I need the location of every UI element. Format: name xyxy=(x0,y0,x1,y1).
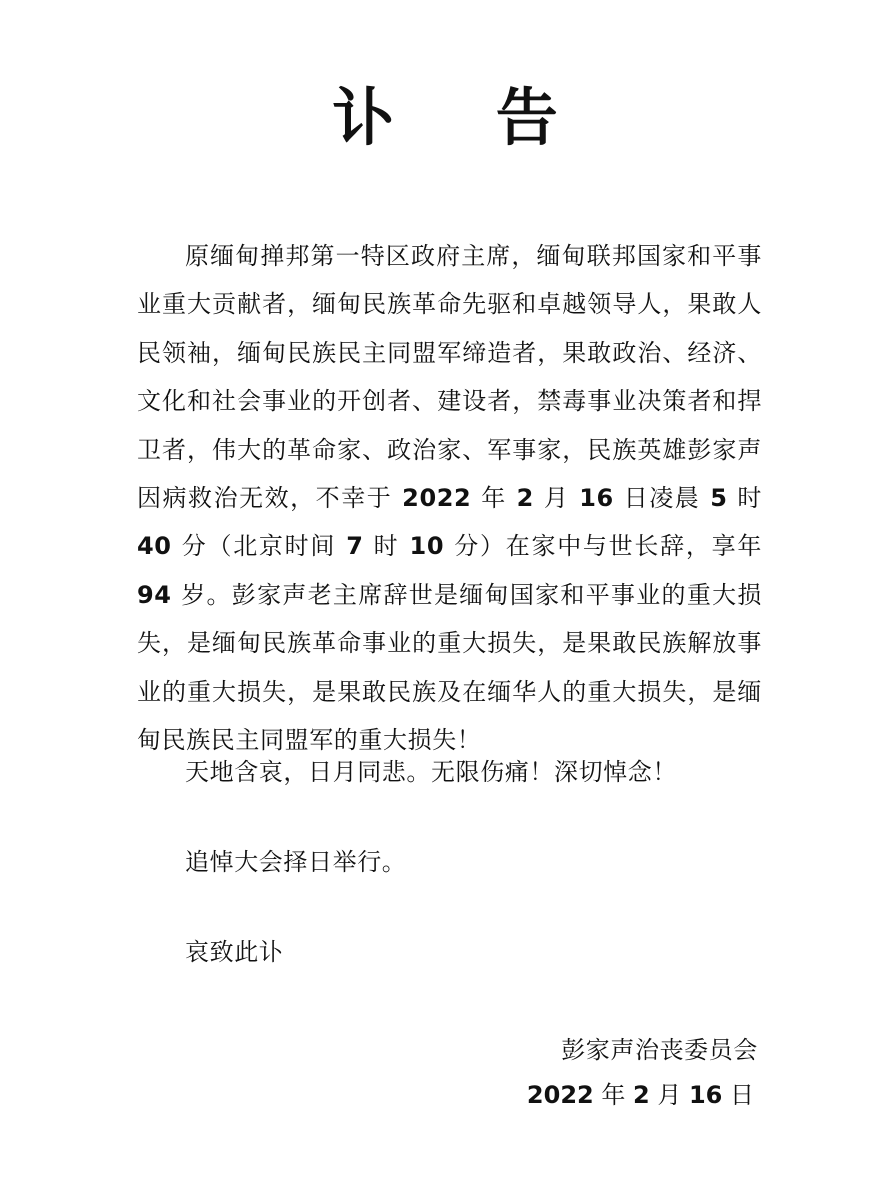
paragraph-text: 原缅甸掸邦第一特区政府主席，缅甸联邦国家和平事业重大贡献者，缅甸民族革命先驱和卓越领导人，果敢人民领袖，缅甸民族民主同盟军缔造者，果敢政治、经济、文化和社会事业的开创者、建设者，禁毒事业决策者和捍卫者，伟大的革命家、政治家、军事家，民族英雄彭家声因病救治无效，不幸于 xyxy=(137,242,762,513)
paragraph-number: 2 xyxy=(506,484,544,513)
paragraph-number: 5 xyxy=(700,484,738,513)
date-unit: 年 xyxy=(593,1081,633,1109)
paragraph-text: 岁。彭家声老主席辞世是缅甸国家和平事业的重大损失，是缅甸民族革命事业的重大损失，是果敢民族解放事业的重大损失，是果敢民族及在缅华人的重大损失，是缅甸民族民主同盟军的重大损失！ xyxy=(137,580,762,755)
date-number: 2022 xyxy=(526,1081,594,1109)
paragraph-number: 10 xyxy=(399,532,455,561)
memorial-notice-line: 追悼大会择日举行。 xyxy=(185,848,407,876)
mourning-line: 天地含哀，日月同悲。无限伤痛！深切悼念！ xyxy=(185,758,677,786)
date-unit: 日 xyxy=(722,1081,754,1109)
paragraph-text: 日凌晨 xyxy=(623,484,701,513)
paragraph-number: 40 xyxy=(137,532,182,561)
page-title: 讣 告 xyxy=(332,81,598,154)
paragraph-text: 年 xyxy=(481,484,507,513)
date-number: 2 xyxy=(632,1081,650,1109)
date-unit: 月 xyxy=(649,1081,689,1109)
paragraph-text: 时 xyxy=(373,532,400,561)
paragraph-text: 分（北京时间 xyxy=(181,532,337,561)
paragraph-text: 月 xyxy=(543,484,570,513)
paragraph-number: 94 xyxy=(137,580,182,609)
obituary-main-paragraph xyxy=(137,232,762,764)
paragraph-text: 时 xyxy=(737,484,762,513)
paragraph-number: 7 xyxy=(336,532,374,561)
paragraph-number: 2022 xyxy=(392,484,482,513)
paragraph-text: 分）在家中与世长辞，享年 xyxy=(454,532,762,561)
signature-date xyxy=(334,1075,754,1115)
closing-line: 哀致此讣 xyxy=(185,938,284,966)
date-number: 16 xyxy=(688,1081,723,1109)
signature-committee: 彭家声治丧委员会 xyxy=(561,1036,758,1064)
paragraph-number: 16 xyxy=(569,484,624,513)
